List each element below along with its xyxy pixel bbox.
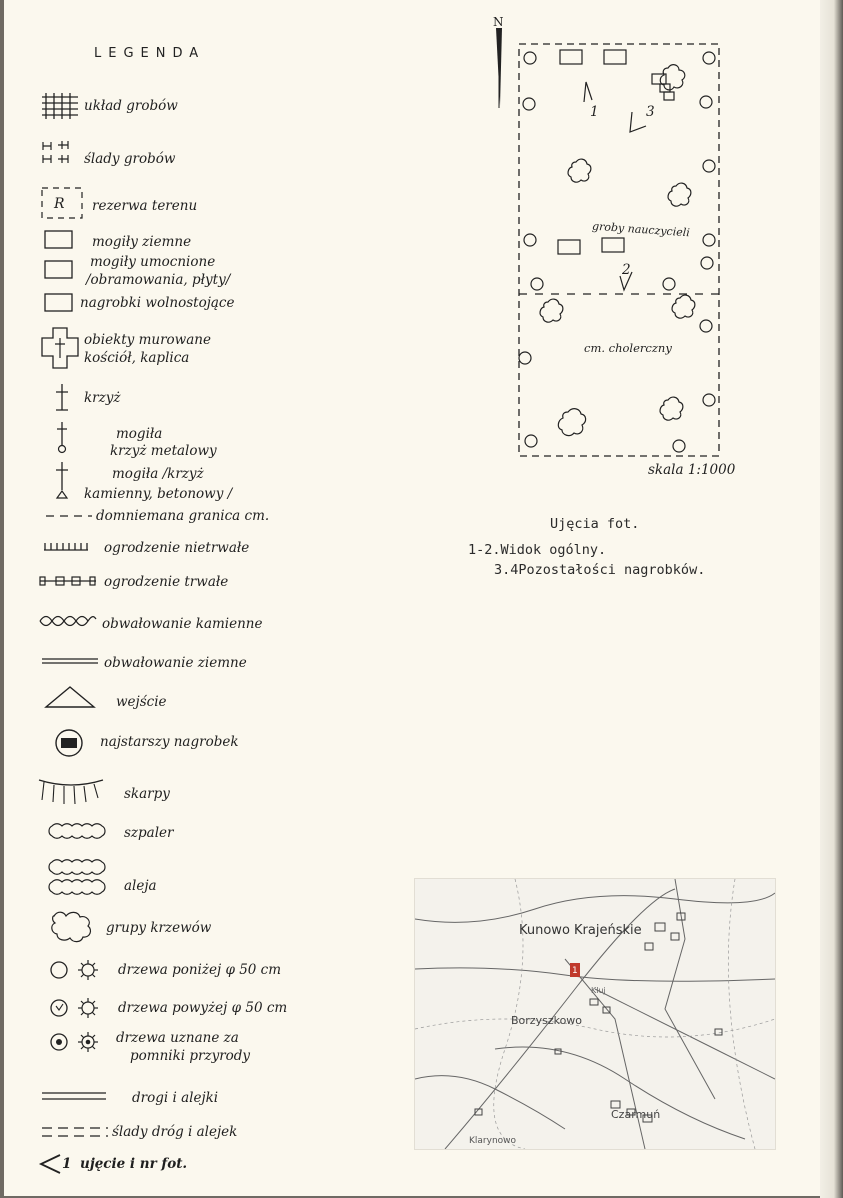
earth-graves-symbol bbox=[44, 230, 74, 250]
slopes-symbol bbox=[36, 774, 106, 808]
photo-angle-symbol bbox=[38, 1152, 62, 1176]
cross-symbol bbox=[52, 382, 72, 412]
location-map bbox=[414, 878, 776, 1150]
legend-label-permanent-fence: ogrodzenie trwałe bbox=[104, 574, 229, 590]
legend-title: LEGENDA bbox=[94, 46, 206, 61]
grave-traces-symbol bbox=[40, 138, 76, 166]
legend-label-temporary-fence: ogrodzenie nietrwałe bbox=[104, 540, 250, 556]
legend-label-oldest-tombstone: najstarszy nagrobek bbox=[100, 734, 239, 750]
teachers-graves-label: groby nauczycieli bbox=[591, 219, 691, 240]
permanent-fence-symbol bbox=[38, 574, 98, 588]
presumed-border-symbol bbox=[44, 512, 94, 520]
location-map-lines bbox=[415, 879, 775, 1149]
shrub-groups bbox=[540, 65, 695, 436]
cemetery-plan bbox=[484, 14, 734, 460]
grave-grid-symbol bbox=[40, 92, 80, 120]
entrance-symbol bbox=[42, 684, 98, 710]
church-chapel-symbol bbox=[40, 326, 80, 370]
legend-label-reinforced-graves: mogiły umocnione bbox=[90, 254, 216, 270]
map-marker-number: 1 bbox=[572, 966, 578, 976]
legend-label-church: obiekty murowane bbox=[84, 332, 211, 348]
legend-label-presumed-border: domniemana granica cm. bbox=[96, 508, 270, 524]
shrub-group-symbol bbox=[48, 908, 98, 944]
reserve-symbol-letter: R bbox=[54, 196, 65, 212]
tree-row-symbol bbox=[44, 822, 112, 840]
stone-embankment-symbol bbox=[38, 614, 98, 628]
legend-label-road-traces: ślady dróg i alejek bbox=[112, 1124, 238, 1140]
metal-cross-grave-symbol bbox=[52, 420, 72, 454]
legend-label-roads: drogi i alejki bbox=[132, 1090, 219, 1106]
reinforced-graves-symbol bbox=[44, 260, 74, 280]
legend-label-slopes: skarpy bbox=[124, 786, 170, 802]
legend-label-shrub-group: grupy krzewów bbox=[106, 920, 212, 936]
trees-small-symbol bbox=[48, 958, 106, 982]
freestanding-tombstones-symbol bbox=[44, 293, 74, 313]
roads-symbol bbox=[40, 1090, 108, 1102]
legend-label-monument-trees: drzewa uznane za bbox=[116, 1030, 239, 1046]
legend-label-avenue: aleja bbox=[124, 878, 157, 894]
legend-label-metal-cross: mogiła bbox=[116, 426, 163, 442]
legend-label-monument-trees-2: pomniki przyrody bbox=[130, 1048, 251, 1064]
photo-3-label: 3 bbox=[646, 104, 655, 120]
legend-label-metal-cross-2: krzyż metalowy bbox=[110, 443, 217, 459]
legend-label-cross: krzyż bbox=[84, 390, 121, 406]
legend-label-tree-row: szpaler bbox=[124, 825, 174, 841]
photos-line-2: 3.4Pozostałości nagrobków. bbox=[494, 562, 706, 578]
legend-label-grave-traces: ślady grobów bbox=[84, 151, 176, 167]
map-small-label: Kluj bbox=[591, 986, 606, 995]
north-arrow bbox=[496, 28, 502, 108]
cholera-cemetery-label: cm. cholerczny bbox=[584, 341, 672, 355]
legend-label-stone-cross: mogiła /krzyż bbox=[112, 466, 204, 482]
legend-label-photo-angle: ujęcie i nr fot. bbox=[80, 1156, 188, 1172]
north-label: N bbox=[493, 15, 504, 29]
legend-label-freestanding-tombstones: nagrobki wolnostojące bbox=[80, 295, 235, 311]
legend-label-stone-embankment: obwałowanie kamienne bbox=[102, 616, 263, 632]
scale-label: skala 1:1000 bbox=[648, 462, 736, 478]
legend-label-church-2: kościół, kaplica bbox=[84, 350, 190, 366]
photos-line-1: 1-2.Widok ogólny. bbox=[468, 542, 607, 558]
photo-1-label: 1 bbox=[590, 104, 599, 120]
legend-label-stone-cross-2: kamienny, betonowy / bbox=[84, 486, 233, 502]
oldest-tombstone-symbol bbox=[54, 728, 84, 758]
photo-angle-number: 1 bbox=[62, 1156, 72, 1172]
legend-label-grave-grid: układ grobów bbox=[84, 98, 178, 114]
photos-title: Ujęcia fot. bbox=[550, 516, 640, 532]
map-village-3-label: Klarynowo bbox=[469, 1136, 517, 1146]
earth-embankment-symbol bbox=[40, 656, 100, 666]
stone-cross-grave-symbol bbox=[50, 460, 74, 500]
paper-edge bbox=[820, 0, 843, 1198]
legend-label-earth-graves: mogiły ziemne bbox=[92, 234, 192, 250]
legend-label-reinforced-graves-2: /obramowania, płyty/ bbox=[86, 272, 231, 288]
map-village-1-label: Borzyszkowo bbox=[511, 1014, 583, 1027]
legend-label-reserve: rezerwa terenu bbox=[92, 198, 198, 214]
avenue-symbol bbox=[44, 858, 112, 898]
legend-label-entrance: wejście bbox=[116, 694, 167, 710]
legend-label-trees-small: drzewa poniżej φ 50 cm bbox=[118, 962, 282, 978]
cemetery-boundary bbox=[519, 44, 719, 456]
map-village-2-label: Czarmuń bbox=[611, 1108, 661, 1121]
photo-2-label: 2 bbox=[622, 262, 631, 278]
map-town-label: Kunowo Krajeńskie bbox=[519, 923, 642, 938]
legend-label-earth-embankment: obwałowanie ziemne bbox=[104, 655, 247, 671]
monument-trees-symbol bbox=[48, 1030, 106, 1054]
temporary-fence-symbol bbox=[42, 540, 90, 552]
road-traces-symbol bbox=[40, 1124, 110, 1140]
trees-large-symbol bbox=[48, 996, 106, 1020]
legend-label-trees-large: drzewa powyżej φ 50 cm bbox=[118, 1000, 288, 1016]
